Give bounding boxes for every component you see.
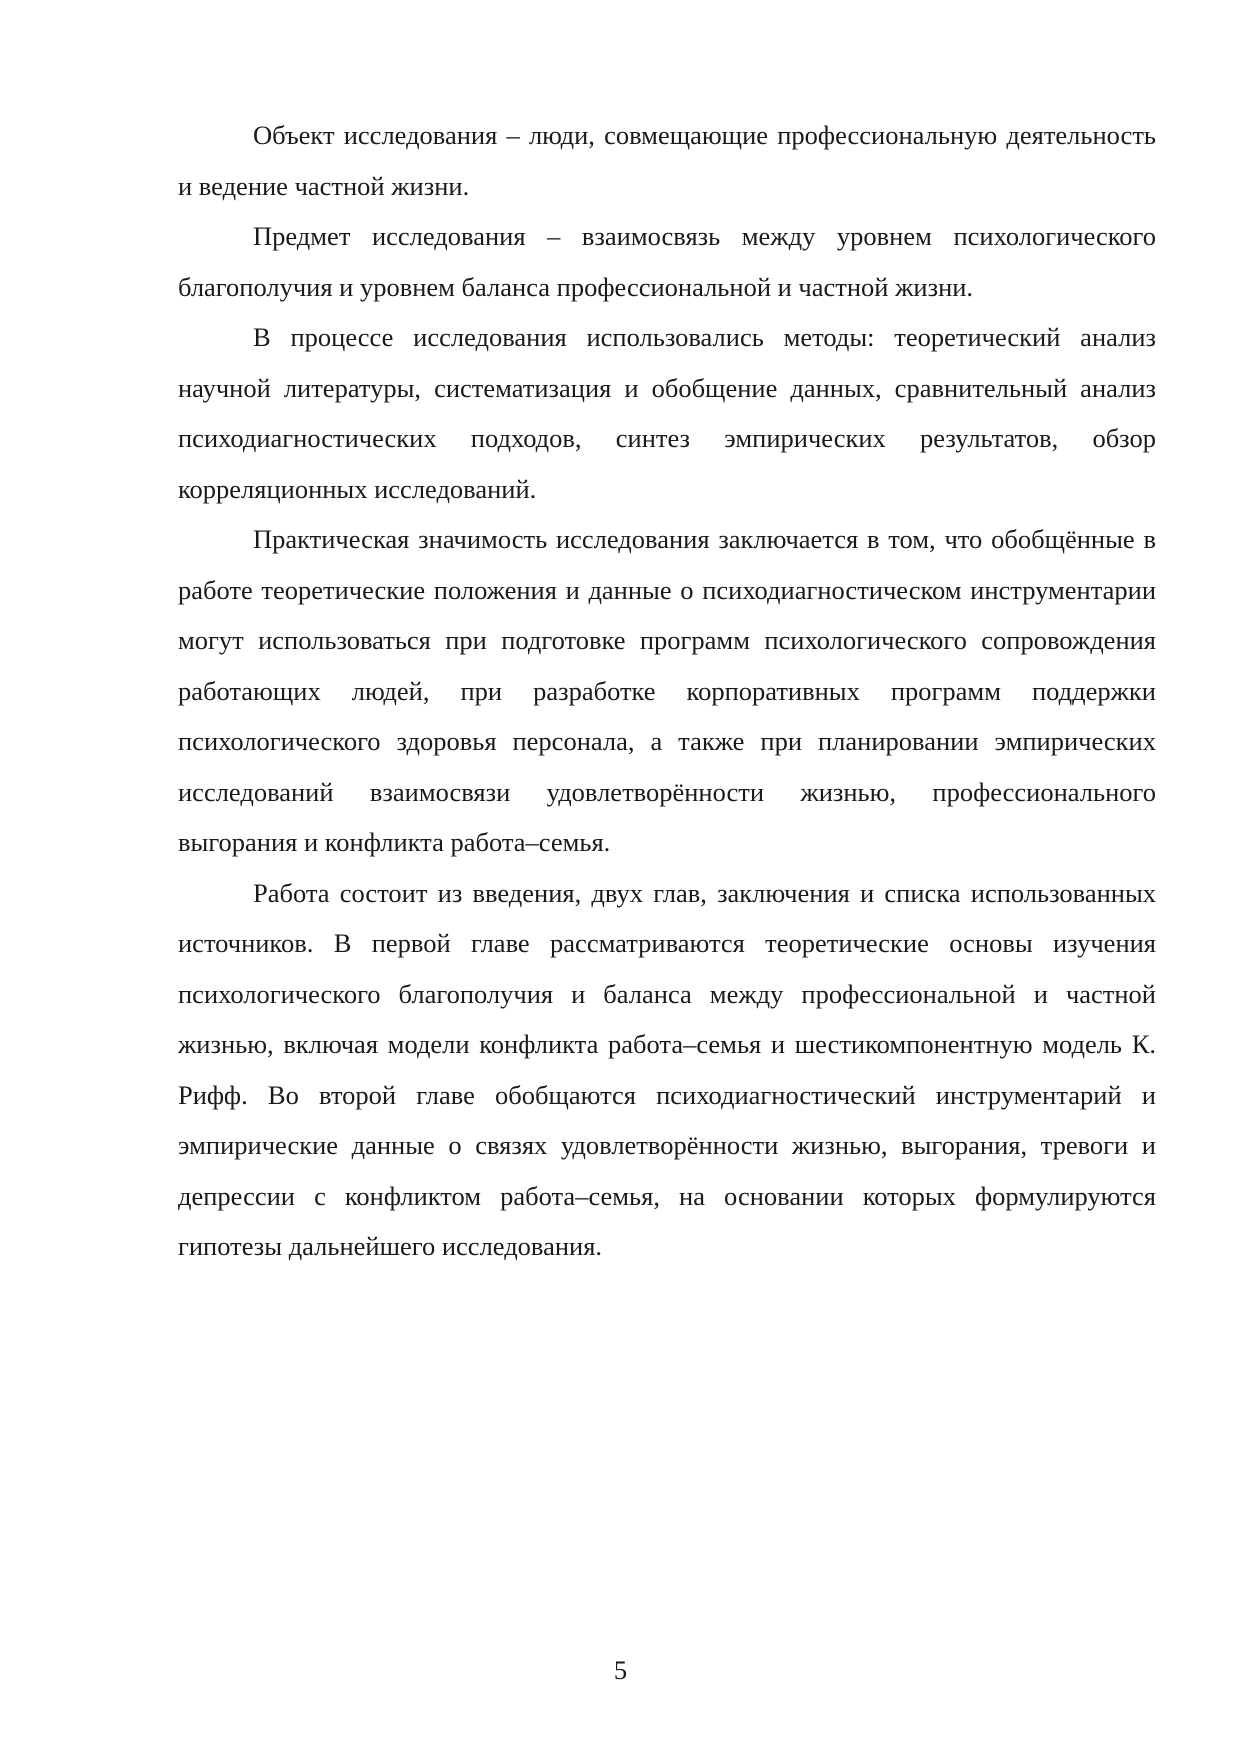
paragraph-research-subject: Предмет исследования – взаимосвязь между уровнем психологического благополучия и уровнем баланса профессиональной и частной жизни.	[178, 221, 1156, 302]
document-body	[178, 110, 1156, 1272]
paragraph-practical-significance: Практическая значимость исследования заключается в том, что обобщённые в работе теоретические положения и данные о психодиагностическом инструментарии могут использоваться при подготовке программ психологического сопровождения работающих людей, при разработке корпоративных программ поддержки психологического здоровья персонала, а также при планировании эмпирических исследований взаимосвязи удовлетворённости жизнью, профессионального выгорания и конфликта работа–семья.	[178, 524, 1156, 857]
paragraph-work-structure: Работа состоит из введения, двух глав, заключения и списка использованных источников. В первой главе рассматриваются теоретические основы изучения психологического благополучия и баланса между профессиональной и частной жизнью, включая модели конфликта работа–семья и шестикомпонентную модель К. Рифф. Во второй главе обобщаются психодиагностический инструментарий и эмпирические данные о связях удовлетворённости жизнью, выгорания, тревоги и депрессии с конфликтом работа–семья, на основании которых формулируются гипотезы дальнейшего исследования.	[178, 877, 1156, 1261]
paragraph-research-object: Объект исследования – люди, совмещающие профессиональную деятельность и ведение частной жизни.	[178, 120, 1156, 201]
paragraph-research-methods: В процессе исследования использовались методы: теоретический анализ научной литературы, систематизация и обобщение данных, сравнительный анализ психодиагностических подходов, синтез эмпирических результатов, обзор корреляционных исследований.	[178, 322, 1156, 504]
page-number: 5	[613, 1655, 628, 1685]
